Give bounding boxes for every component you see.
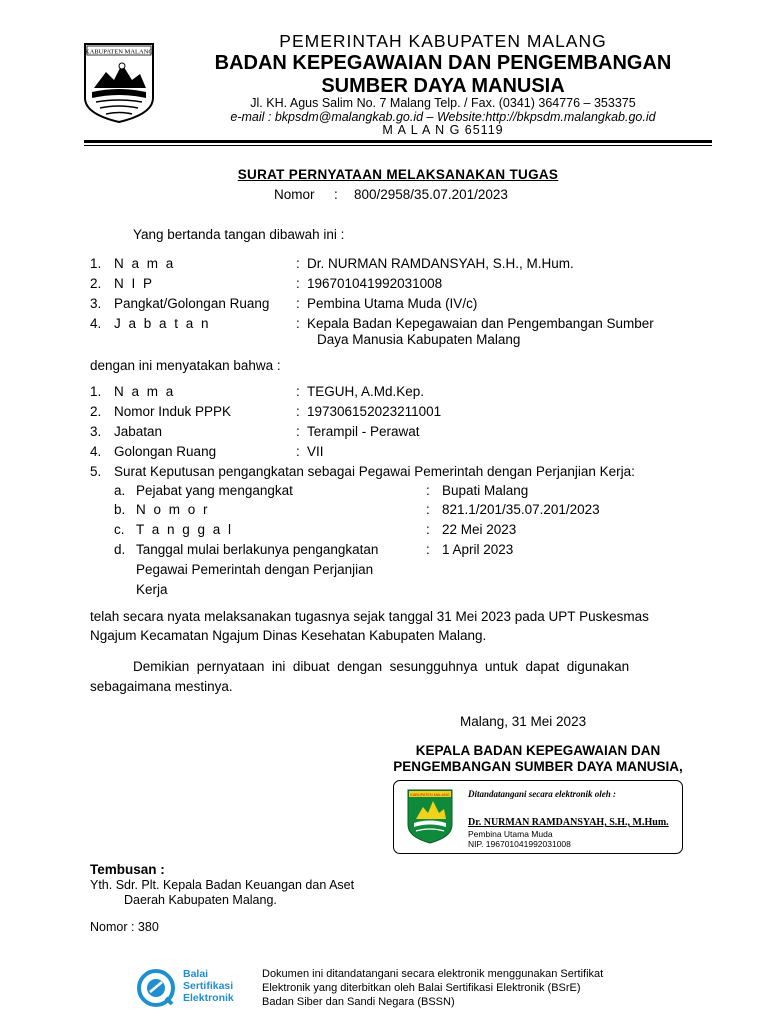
row-number: 4.: [90, 316, 102, 331]
item-letter: a.: [114, 483, 126, 498]
item-colon: :: [426, 502, 430, 517]
row-label: Jabatan: [114, 424, 163, 439]
row-value-continued: Daya Manusia Kabupaten Malang: [317, 332, 521, 347]
row-value: Pembina Utama Muda (IV/c): [307, 296, 478, 311]
body-paragraph-line: telah secara nyata melaksanakan tugasnya sejak tanggal 31 Mei 2023 pada UPT Puskesmas: [90, 609, 649, 624]
header-agency: BADAN KEPEGAWAIAN DAN PENGEMBANGAN: [214, 52, 672, 74]
statement-intro: dengan ini menyatakan bahwa :: [90, 358, 281, 373]
row-colon: :: [296, 424, 300, 439]
sk-item: [114, 520, 734, 539]
letterhead-rule-thin: [84, 145, 712, 146]
signer-title: PENGEMBANGAN SUMBER DAYA MANUSIA,: [393, 759, 683, 774]
cc-recipient-continued: Daerah Kabupaten Malang.: [124, 893, 277, 907]
letterhead-rule-thick: [84, 140, 712, 143]
item-label-line3: Kerja: [136, 582, 168, 597]
row-value: 196701041992031008: [307, 276, 443, 291]
document-number-sep: :: [334, 187, 338, 202]
document-title: SURAT PERNYATAAN MELAKSANAKAN TUGAS: [237, 167, 559, 182]
row-colon: :: [296, 276, 300, 291]
item-value: Bupati Malang: [442, 483, 529, 498]
row-label: N a m a: [114, 384, 176, 399]
signer-row: [90, 294, 730, 313]
row-colon: :: [296, 384, 300, 399]
footer-number: Nomor : 380: [90, 920, 159, 934]
employee-row: [90, 402, 730, 421]
footer-note: Elektronik yang diterbitkan oleh Balai Sertifikasi Elektronik (BSrE): [262, 982, 581, 994]
item-label: N o m o r: [136, 502, 210, 517]
employee-row: [90, 442, 730, 461]
electronic-signature-box: [393, 780, 683, 854]
row-value: VII: [307, 444, 324, 459]
header-agency-2: SUMBER DAYA MANUSIA: [321, 75, 565, 97]
footer-note: Badan Siber dan Sandi Negara (BSSN): [262, 996, 455, 1008]
item-colon: :: [426, 483, 430, 498]
item-letter: b.: [114, 502, 126, 517]
esign-caption: Ditandatangani secara elektronik oleh :: [468, 789, 617, 799]
row-label: N a m a: [114, 256, 176, 271]
item-colon: :: [426, 542, 430, 557]
sk-heading-row: [90, 462, 730, 481]
row-number: 1.: [90, 256, 102, 271]
item-colon: :: [426, 522, 430, 537]
row-label: Nomor Induk PPPK: [114, 404, 232, 419]
sk-item: [114, 500, 734, 519]
item-label: T a n g g a l: [136, 522, 234, 537]
cc-label: Tembusan :: [90, 862, 165, 877]
footer-note: Dokumen ini ditandatangani secara elektronik menggunakan Sertifikat: [262, 968, 604, 980]
bsre-name-line: Balai: [183, 968, 209, 980]
document-number: 800/2958/35.07.201/2023: [354, 187, 508, 202]
row-number: 3.: [90, 424, 102, 439]
header-government: PEMERINTAH KABUPATEN MALANG: [279, 31, 607, 51]
row-number: 5.: [90, 464, 102, 479]
row-value: Dr. NURMAN RAMDANSYAH, S.H., M.Hum.: [307, 256, 574, 271]
item-label: Pejabat yang mengangkat: [136, 483, 293, 498]
row-value: Terampil - Perawat: [307, 424, 420, 439]
row-colon: :: [296, 296, 300, 311]
regency-emblem-icon: [82, 40, 156, 124]
signer-row: [90, 254, 730, 273]
row-label: Golongan Ruang: [114, 444, 217, 459]
row-value: TEGUH, A.Md.Kep.: [307, 384, 425, 399]
row-number: 1.: [90, 384, 102, 399]
item-label-line2: Pegawai Pemerintah dengan Perjanjian: [136, 562, 374, 577]
header-city: M A L A N G 65119: [382, 123, 504, 137]
intro-text: Yang bertanda tangan dibawah ini :: [133, 227, 345, 242]
esign-logo-text: KABUPATEN MALANG: [410, 793, 450, 797]
bsre-name-line: Elektronik: [183, 992, 234, 1004]
place-date: Malang, 31 Mei 2023: [460, 714, 587, 729]
bsre-logo: [136, 966, 256, 1010]
regency-emblem-icon: [406, 787, 454, 845]
row-colon: :: [296, 316, 300, 331]
item-letter: c.: [114, 522, 125, 537]
esign-logo: [406, 787, 454, 845]
regency-logo: [82, 40, 156, 124]
item-letter: d.: [114, 542, 126, 557]
signer-title: KEPALA BADAN KEPEGAWAIAN DAN: [415, 743, 661, 758]
document-number-label: Nomor: [274, 187, 315, 202]
header-contact: e-mail : bkpsdm@malangkab.go.id – Website:http://bkpsdm.malangkab.go.id: [230, 110, 656, 124]
body-paragraph-line: Ngajum Kecamatan Ngajum Dinas Kesehatan Kabupaten Malang.: [90, 628, 487, 643]
row-label: N I P: [114, 276, 155, 291]
bsre-name-line: Sertifikasi: [183, 980, 234, 992]
svg-text:KABUPATEN MALANG: KABUPATEN MALANG: [84, 48, 154, 56]
employee-row: [90, 382, 730, 401]
sk-item: [114, 481, 734, 500]
esign-nip: NIP. 196701041992031008: [468, 839, 571, 849]
signer-row: [90, 314, 730, 352]
closing-line: Demikian pernyataan ini dibuat dengan sesungguhnya untuk dapat digunakan: [133, 659, 630, 674]
row-number: 2.: [90, 404, 102, 419]
row-label: Pangkat/Golongan Ruang: [114, 296, 270, 311]
row-value: Kepala Badan Kepegawaian dan Pengembangan Sumber: [307, 316, 654, 331]
header-address: Jl. KH. Agus Salim No. 7 Malang Telp. / Fax. (0341) 364776 – 353375: [250, 96, 636, 110]
closing-line: sebagaimana mestinya.: [90, 679, 233, 694]
employee-row: [90, 422, 730, 441]
row-colon: :: [296, 404, 300, 419]
item-value: 821.1/201/35.07.201/2023: [442, 502, 600, 517]
item-value: 1 April 2023: [442, 542, 514, 557]
row-number: 3.: [90, 296, 102, 311]
row-colon: :: [296, 444, 300, 459]
row-value: 197306152023211001: [307, 404, 442, 419]
row-colon: :: [296, 256, 300, 271]
item-label: Tanggal mulai berlakunya pengangkatan: [136, 542, 379, 557]
row-number: 4.: [90, 444, 102, 459]
bsre-seal-icon: [136, 968, 176, 1008]
row-number: 2.: [90, 276, 102, 291]
cc-recipient: Yth. Sdr. Plt. Kepala Badan Keuangan dan Aset: [90, 878, 355, 892]
item-value: 22 Mei 2023: [442, 522, 517, 537]
signer-row: [90, 274, 730, 293]
sk-item: [114, 540, 734, 600]
sk-heading: Surat Keputusan pengangkatan sebagai Pegawai Pemerintah dengan Perjanjian Kerja:: [114, 464, 635, 479]
esign-name: Dr. NURMAN RAMDANSYAH, S.H., M.Hum.: [468, 817, 669, 828]
row-label: J a b a t a n: [114, 316, 211, 331]
esign-rank: Pembina Utama Muda: [468, 829, 553, 839]
